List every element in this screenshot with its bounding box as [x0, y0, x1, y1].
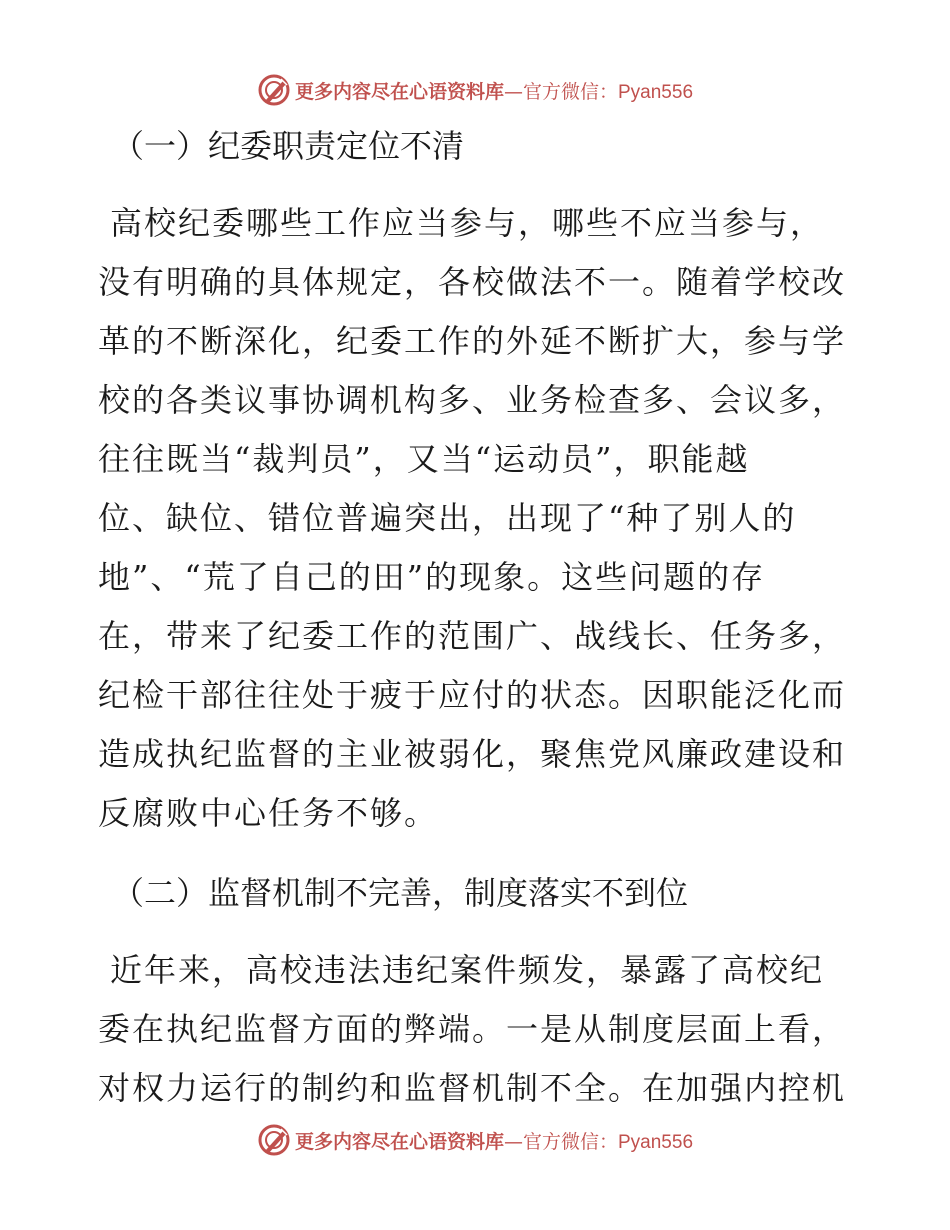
header-banner	[0, 70, 950, 110]
banner-site-name: 更多内容尽在心语资料库	[294, 1130, 504, 1153]
document-body	[98, 118, 858, 1118]
paragraph-line: 位、缺位、错位普遍突出，出现了“种了别人的	[98, 499, 797, 537]
paragraph-line: 近年来，高校违法违纪案件频发，暴露了高校纪	[110, 951, 825, 989]
banner-wechat-id: Pyan556	[618, 81, 694, 103]
paragraph-line: 委在执纪监督方面的弊端。一是从制度层面上看，	[98, 1010, 847, 1048]
banner-wechat-id: Pyan556	[618, 1131, 694, 1153]
banner-dash: —	[503, 1130, 523, 1153]
paragraph-line: 造成执纪监督的主业被弱化，聚焦党风廉政建设和	[98, 735, 847, 773]
banner-site-name: 更多内容尽在心语资料库	[294, 80, 504, 103]
paragraph-line: 在，带来了纪委工作的范围广、战线长、任务多，	[98, 617, 847, 655]
section-paragraph-2	[98, 941, 858, 1118]
section-heading-2: （二）监督机制不完善，制度落实不到位	[112, 874, 689, 912]
paragraph-line: 校的各类议事协调机构多、业务检查多、会议多，	[98, 381, 847, 419]
paragraph-line: 反腐败中心任务不够。	[98, 794, 439, 832]
footer-banner	[0, 1120, 950, 1160]
paragraph-line: 没有明确的具体规定，各校做法不一。随着学校改	[98, 263, 847, 301]
banner-dash: —	[503, 80, 523, 103]
banner-wechat-label: 官方微信：	[522, 80, 618, 103]
section-heading-1: （一）纪委职责定位不清	[112, 127, 465, 165]
paragraph-line: 革的不断深化，纪委工作的外延不断扩大，参与学	[98, 322, 847, 360]
paragraph-line: 往往既当“裁判员”，又当“运动员”，职能越	[98, 440, 750, 478]
banner-wechat-label: 官方微信：	[522, 1130, 618, 1153]
section-paragraph-1	[98, 194, 858, 843]
paragraph-line: 对权力运行的制约和监督机制不全。在加强内控机	[98, 1069, 847, 1107]
paragraph-line: 纪检干部往往处于疲于应付的状态。因职能泛化而	[98, 676, 847, 714]
pen-seal-logo-icon	[257, 1123, 291, 1157]
paragraph-line: 高校纪委哪些工作应当参与，哪些不应当参与，	[110, 204, 825, 242]
pen-seal-logo-icon	[257, 73, 291, 107]
paragraph-line: 地”、“荒了自己的田”的现象。这些问题的存	[98, 558, 766, 596]
